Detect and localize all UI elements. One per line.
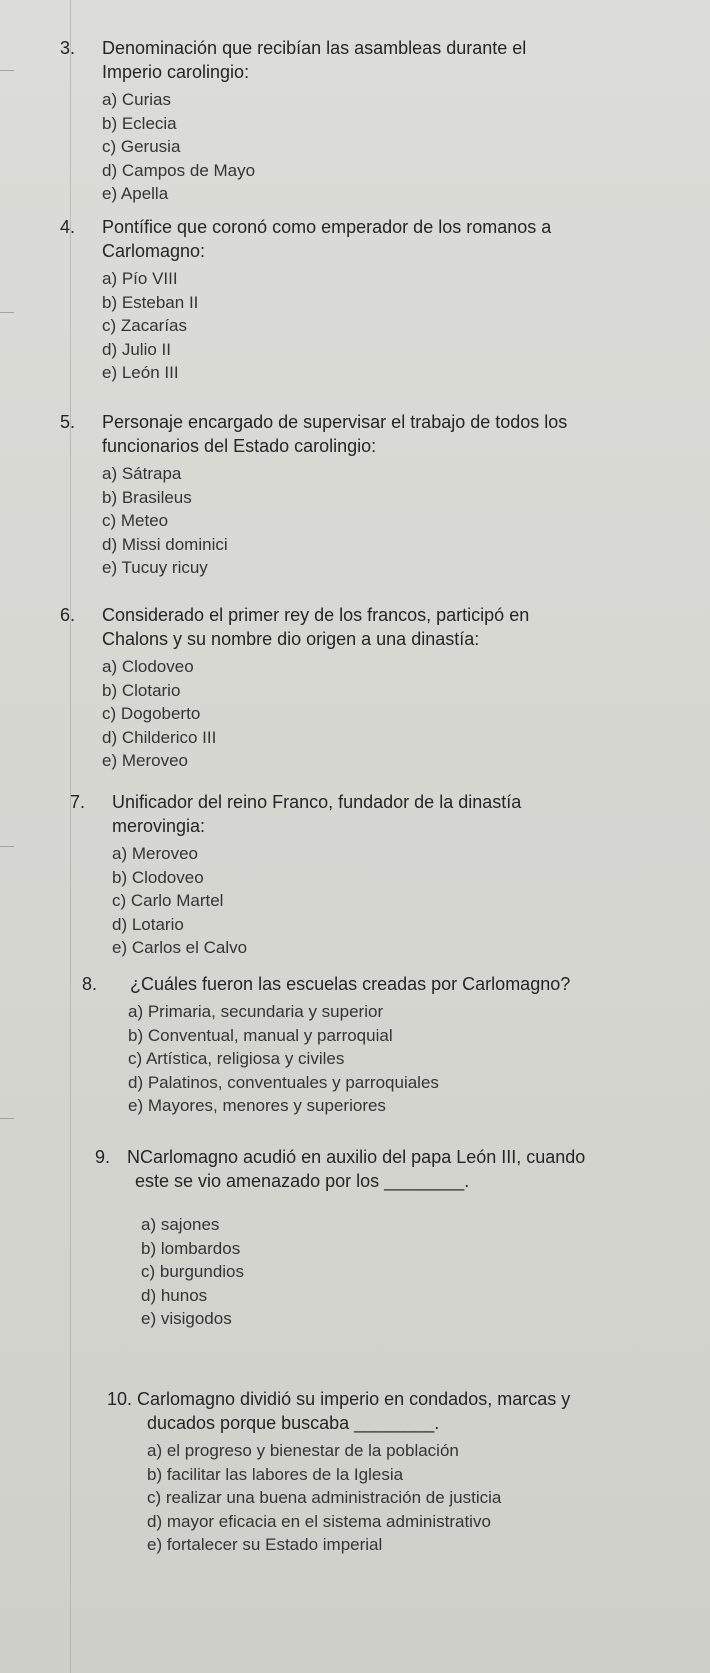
question-text-continued: este se vio amenazado por los ________. [135, 1171, 470, 1191]
question-number: 10. [107, 1389, 133, 1409]
question-text: Denominación que recibían las asambleas durante el [102, 38, 527, 58]
question-number: 8. [82, 974, 98, 994]
options-list [70, 842, 672, 960]
question-text-continued: Imperio carolingio: [102, 62, 250, 82]
option-d: d) Julio II [102, 339, 171, 359]
option-c: c) Meteo [102, 511, 169, 531]
question-number: 7. [70, 792, 86, 812]
option-b: b) Clotario [102, 680, 181, 700]
option-d: d) hunos [141, 1285, 208, 1305]
question-stem [95, 1145, 695, 1193]
option-a: a) Meroveo [112, 844, 198, 863]
margin-tick [0, 1118, 14, 1119]
option-b: b) facilitar las labores de la Iglesia [147, 1464, 404, 1484]
margin-tick [0, 70, 14, 71]
option-c: c) Artística, religiosa y civiles [128, 1049, 345, 1069]
question-text-continued: Carlomagno: [102, 241, 206, 261]
question-3 [60, 36, 670, 206]
option-e: e) fortalecer su Estado imperial [147, 1535, 383, 1555]
option-d: d) Missi dominici [102, 534, 228, 554]
question-7 [70, 790, 672, 960]
question-4 [60, 215, 672, 385]
option-d: d) Palatinos, conventuales y parroquiales [128, 1072, 439, 1092]
question-number: 4. [60, 217, 76, 237]
question-stem [60, 410, 668, 458]
question-text: Pontífice que coronó como emperador de los romanos a [102, 217, 552, 237]
option-a: a) sajones [141, 1215, 220, 1234]
question-text: ¿Cuáles fueron las escuelas creadas por Carlomagno? [130, 974, 571, 994]
option-c: c) Zacarías [102, 316, 188, 336]
question-6 [60, 603, 672, 773]
question-text-continued: funcionarios del Estado carolingio: [102, 436, 377, 456]
options-list [60, 88, 670, 206]
question-10 [107, 1387, 707, 1557]
question-number: 6. [60, 605, 76, 625]
option-e: e) Tucuy ricuy [102, 558, 208, 578]
options-list [60, 267, 672, 385]
option-a: a) Pío VIII [102, 269, 178, 288]
question-stem [70, 790, 672, 838]
question-text-continued: Chalons y su nombre dio origen a una dinastía: [102, 629, 480, 649]
question-5 [60, 410, 668, 580]
question-stem [60, 36, 670, 84]
option-e: e) Carlos el Calvo [112, 938, 248, 958]
question-number: 3. [60, 38, 76, 58]
options-list [95, 1213, 695, 1331]
option-b: b) Conventual, manual y parroquial [128, 1025, 393, 1045]
option-d: d) Lotario [112, 914, 184, 934]
option-e: e) León III [102, 363, 179, 383]
options-list [82, 1000, 682, 1118]
option-e: e) Mayores, menores y superiores [128, 1096, 386, 1116]
option-b: b) Eclecia [102, 113, 177, 133]
question-text-continued: ducados porque buscaba ________. [147, 1413, 440, 1433]
option-a: a) Sátrapa [102, 464, 182, 483]
question-stem [107, 1387, 707, 1435]
question-text: Carlomagno dividió su imperio en condados, marcas y [137, 1389, 571, 1409]
option-a: a) Clodoveo [102, 657, 194, 676]
option-a: a) el progreso y bienestar de la población [147, 1441, 459, 1460]
options-list [107, 1439, 707, 1557]
option-d: d) mayor eficacia en el sistema administrativo [147, 1511, 491, 1531]
question-number: 9. [95, 1147, 111, 1167]
option-e: e) Meroveo [102, 751, 188, 771]
option-d: d) Campos de Mayo [102, 160, 256, 180]
margin-tick [0, 312, 14, 313]
options-list [60, 655, 672, 773]
question-stem [82, 972, 682, 996]
question-9 [95, 1145, 695, 1331]
options-list [60, 462, 668, 580]
question-text-continued: merovingia: [112, 816, 206, 836]
option-b: b) lombardos [141, 1238, 241, 1258]
question-text: Considerado el primer rey de los francos, participó en [102, 605, 530, 625]
question-text: NCarlomagno acudió en auxilio del papa León III, cuando [127, 1147, 586, 1167]
option-b: b) Clodoveo [112, 867, 204, 887]
option-d: d) Childerico III [102, 727, 217, 747]
option-e: e) Apella [102, 184, 169, 204]
option-c: c) burgundios [141, 1262, 245, 1282]
option-c: c) Carlo Martel [112, 891, 224, 911]
option-a: a) Primaria, secundaria y superior [128, 1002, 384, 1021]
margin-tick [0, 846, 14, 847]
question-text: Unificador del reino Franco, fundador de la dinastía [112, 792, 522, 812]
option-b: b) Brasileus [102, 487, 192, 507]
question-stem [60, 215, 672, 263]
question-text: Personaje encargado de supervisar el trabajo de todos los [102, 412, 568, 432]
question-stem [60, 603, 672, 651]
question-8 [82, 972, 682, 1118]
option-a: a) Curias [102, 90, 171, 109]
option-c: c) Gerusia [102, 137, 181, 157]
option-c: c) Dogoberto [102, 704, 201, 724]
option-c: c) realizar una buena administración de justicia [147, 1488, 502, 1508]
option-e: e) visigodos [141, 1309, 232, 1329]
option-b: b) Esteban II [102, 292, 199, 312]
question-number: 5. [60, 412, 76, 432]
